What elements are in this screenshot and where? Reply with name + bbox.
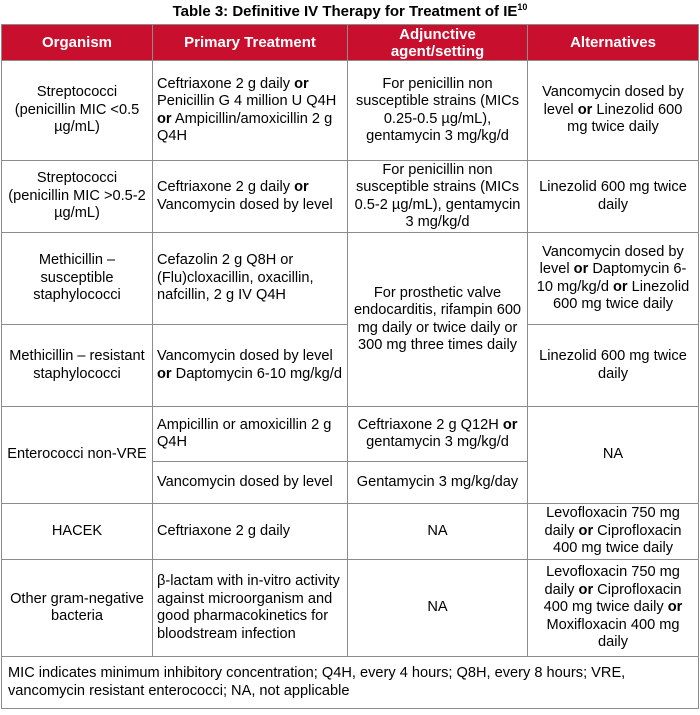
primary-treatment-cell: [153, 61, 348, 161]
or-connector: or: [577, 101, 593, 118]
or-connector: or: [578, 581, 594, 598]
alternatives-text-3: Linezolid 600 mg twice daily: [552, 278, 690, 312]
table-row: [2, 407, 699, 462]
alternatives-cell: [528, 61, 699, 161]
or-connector: or: [157, 110, 172, 127]
therapy-table: [1, 24, 699, 709]
header-primary-treatment: Primary Treatment: [153, 25, 348, 61]
footnote: MIC indicates minimum inhibitory concentration; Q4H, every 4 hours; Q8H, every 8 hours; VRE, vancomycin resistant enterococci; NA, not applicable: [2, 657, 699, 709]
or-connector: or: [294, 179, 309, 195]
organism-cell: Other gram-negative bacteria: [2, 560, 153, 657]
or-connector: or: [502, 416, 518, 433]
primary-text-1: Vancomycin dosed by level: [157, 348, 333, 364]
alternatives-text-3: Moxifloxacin 400 mg daily: [546, 616, 680, 651]
primary-treatment-cell: Ceftriaxone 2 g daily: [153, 504, 348, 560]
or-connector: or: [613, 278, 628, 295]
table-row: [2, 504, 699, 560]
reference-superscript: 10: [517, 2, 528, 12]
organism-cell: Enterococci non-VRE: [2, 407, 153, 504]
footnote-row: [2, 657, 699, 709]
header-organism: Organism: [2, 25, 153, 61]
primary-text-1: Ceftriaxone 2 g daily: [157, 75, 295, 92]
alternatives-cell: [528, 504, 699, 560]
table-title-text: Table 3: Definitive IV Therapy for Treatment of IE: [172, 3, 518, 20]
adjunctive-cell: Gentamycin 3 mg/kg/day: [348, 462, 528, 504]
primary-treatment-cell: [153, 325, 348, 407]
alternatives-cell: NA: [528, 407, 699, 504]
alternatives-cell: [528, 560, 699, 657]
alternatives-text-1: Vancomycin dosed by level: [539, 243, 684, 277]
alternatives-text-2: Daptomycin 6-10 mg/kg/d: [536, 261, 687, 295]
table-row: [2, 233, 699, 325]
primary-text-3: Ampicillin/amoxicillin 2 g Q4H: [157, 110, 333, 144]
organism-cell: Methicillin – resistant staphylococci: [2, 325, 153, 407]
organism-cell: Streptococci (penicillin MIC >0.5-2 µg/mL): [2, 161, 153, 233]
or-connector: or: [573, 261, 589, 277]
alternatives-cell: [528, 233, 699, 325]
adjunctive-cell: NA: [348, 560, 528, 657]
adjunctive-cell: [348, 407, 528, 462]
adjunctive-text-1: Ceftriaxone 2 g Q12H: [357, 416, 503, 433]
organism-cell: Methicillin – susceptible staphylococci: [2, 233, 153, 325]
organism-cell: Streptococci (penicillin MIC <0.5 µg/mL): [2, 61, 153, 161]
alternatives-cell: Linezolid 600 mg twice daily: [528, 325, 699, 407]
table-row: [2, 161, 699, 233]
primary-text-2: Penicillin G 4 million U Q4H: [157, 93, 337, 109]
or-connector: or: [578, 522, 594, 539]
table-row: [2, 61, 699, 161]
table-row: [2, 560, 699, 657]
alternatives-text-1: Levofloxacin 750 mg daily: [544, 564, 680, 598]
organism-cell: HACEK: [2, 504, 153, 560]
or-connector: or: [157, 365, 172, 382]
primary-treatment-cell: β-lactam with in-vitro activity against microorganism and good pharmacokinetics for bloodstream infection: [153, 560, 348, 657]
primary-treatment-cell: Cefazolin 2 g Q8H or (Flu)cloxacillin, oxacillin, nafcillin, 2 g IV Q4H: [153, 233, 348, 325]
primary-treatment-cell: Ampicillin or amoxicillin 2 g Q4H: [153, 407, 348, 462]
primary-text-2: Vancomycin dosed by level: [157, 196, 333, 213]
adjunctive-cell: NA: [348, 504, 528, 560]
primary-text-1: Ceftriaxone 2 g daily: [157, 179, 295, 195]
alternatives-text-2: Ciprofloxacin 400 mg twice daily: [552, 522, 682, 557]
alternatives-text-2: Linezolid 600 mg twice daily: [567, 101, 683, 136]
alternatives-text-2: Ciprofloxacin 400 mg twice daily: [543, 581, 682, 616]
adjunctive-cell-staphylococci: For prosthetic valve endocarditis, rifampin 600 mg daily or twice daily or 300 mg three times daily: [348, 233, 528, 407]
primary-text-2: Daptomycin 6-10 mg/kg/d: [171, 365, 342, 382]
header-row: [2, 25, 699, 61]
alternatives-text-1: Vancomycin dosed by level: [542, 84, 684, 118]
or-connector: or: [294, 75, 309, 92]
primary-treatment-cell: Vancomycin dosed by level: [153, 462, 348, 504]
adjunctive-text-2: gentamycin 3 mg/kg/d: [366, 434, 509, 450]
table-title: [0, 0, 700, 24]
header-alternatives: Alternatives: [528, 25, 699, 61]
primary-treatment-cell: [153, 161, 348, 233]
alternatives-cell: Linezolid 600 mg twice daily: [528, 161, 699, 233]
or-connector: or: [667, 599, 683, 616]
alternatives-text-1: Levofloxacin 750 mg daily: [544, 505, 680, 539]
adjunctive-cell: For penicillin non susceptible strains (MICs 0.25-0.5 µg/mL), gentamycin 3 mg/kg/d: [348, 61, 528, 161]
adjunctive-cell: For penicillin non susceptible strains (MICs 0.5-2 µg/mL), gentamycin 3 mg/kg/d: [348, 161, 528, 233]
header-adjunctive: Adjunctive agent/setting: [348, 25, 528, 61]
